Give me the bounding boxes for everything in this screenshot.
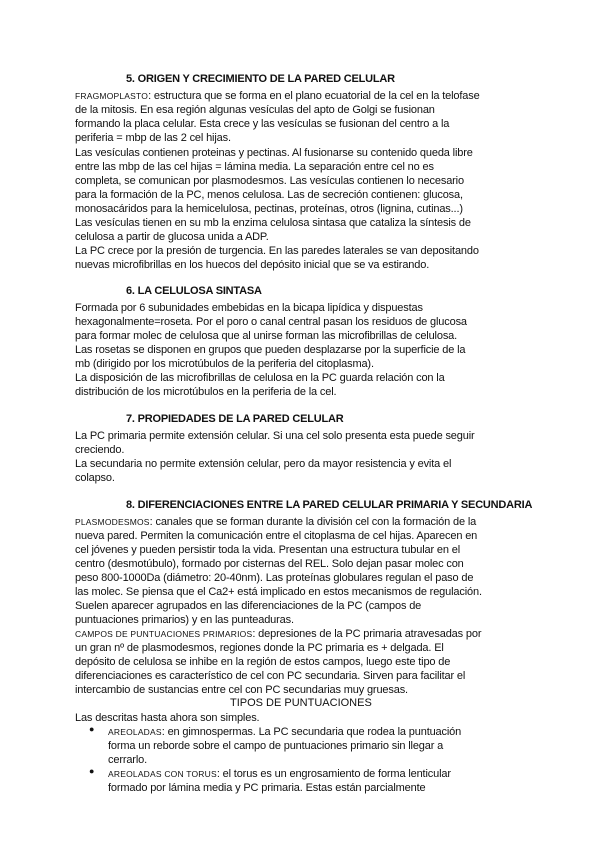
paragraph-line: distribución de los microtúbulos en la periferia de la cel. [75, 386, 337, 398]
paragraph-line: Las rosetas se disponen en grupos que pueden desplazarse por la superficie de la [75, 344, 466, 356]
term-label: AREOLADAS [108, 727, 162, 737]
list-item-line: forma un reborde sobre el campo de puntuaciones primario sin llegar a [108, 740, 444, 752]
paragraph-line: de la mitosis. En esa región algunas vesículas del apto de Golgi se fusionan [75, 104, 435, 116]
paragraph-line: completa, se comunican por plasmodesmos. Las vesículas contienen lo necesario [75, 175, 464, 187]
paragraph-line: formando la placa celular. Esta crece y las vesículas se fusionan del centro a la [75, 118, 450, 130]
paragraph-line: para formar molec de celulosa que al unirse forman las microfibrillas de celulosa. [75, 330, 458, 342]
paragraph-line: creciendo. [75, 444, 125, 456]
paragraph-line: Las vesículas contienen proteinas y pectinas. Al fusionarse su contenido queda libre [75, 147, 473, 159]
paragraph-line: celulosa a partir de glucosa unida a ADP. [75, 231, 269, 243]
section-6-heading: 6. LA CELULOSA SINTASA [126, 285, 262, 297]
paragraph-line: La disposición de las microfibrillas de celulosa en la PC guarda relación con la [75, 372, 445, 384]
paragraph-line: intercambio de sustancias entre cel con PC secundarias muy gruesas. [75, 684, 408, 696]
paragraph-line: Formada por 6 subunidades embebidas en la bicapa lipídica y dispuestas [75, 302, 423, 314]
paragraph-line: FRAGMOPLASTO: estructura que se forma en el plano ecuatorial de la cel en la telofase [75, 90, 480, 102]
paragraph-line: depósito de celulosa se inhibe en la región de estos campos, luego este tipo de [75, 656, 451, 668]
section-5-heading: 5. ORIGEN Y CRECIMIENTO DE LA PARED CELULAR [126, 73, 395, 85]
paragraph-line: La PC crece por la presión de turgencia. En las paredes laterales se van depositando [75, 245, 479, 257]
term-label: FRAGMOPLASTO [75, 91, 149, 101]
paragraph-line: CAMPOS DE PUNTUACIONES PRIMARIOS: depresiones de la PC primaria atravesadas por [75, 628, 482, 640]
bullet-icon: ● [89, 766, 95, 776]
paragraph-line: PLASMODESMOS: canales que se forman durante la división cel con la formación de la [75, 516, 477, 528]
paragraph-line: nuevas microfibrillas en los huecos del depósito inicial que se va estirando. [75, 259, 430, 271]
paragraph-line: diferenciaciones es característico de cel con PC secundaria. Sirven para facilitar el [75, 670, 466, 682]
paragraph-line: un gran nº de plasmodesmos, regiones donde la PC primaria es + delgada. El [75, 642, 444, 654]
paragraph-line: entre las mbp de las cel hijas = lámina media. La separación entre cel no es [75, 161, 434, 173]
paragraph-line: las molec. Se piensa que el Ca2+ está implicado en estos mecanismos de regulación. [75, 586, 482, 598]
paragraph-line: para la formación de la PC, menos celulosa. Las de secreción contienen: glucosa, [75, 189, 463, 201]
list-item-line: AREOLADAS CON TORUS: el torus es un engrosamiento de forma lenticular [108, 768, 451, 780]
paragraph-line: cel jóvenes y pueden persistir toda la vida. Presentan una estructura tubular en el [75, 544, 461, 556]
list-item-line: cerrarlo. [108, 754, 147, 766]
paragraph-line: puntuaciones primarios) y en las punteaduras. [75, 614, 294, 626]
paragraph-line: colapso. [75, 472, 115, 484]
term-label: AREOLADAS CON TORUS [108, 769, 217, 779]
term-label: CAMPOS DE PUNTUACIONES PRIMARIOS [75, 629, 253, 639]
list-item-line: AREOLADAS: en gimnospermas. La PC secundaria que rodea la puntuación [108, 726, 462, 738]
paragraph-line: hexagonalmente=roseta. Por el poro o canal central pasan los residuos de glucosa [75, 316, 467, 328]
section-8-heading: 8. DIFERENCIACIONES ENTRE LA PARED CELULAR PRIMARIA Y SECUNDARIA [126, 499, 533, 511]
paragraph-line: La PC primaria permite extensión celular. Si una cel solo presenta esta puede seguir [75, 430, 475, 442]
paragraph-line: centro (desmotúbulo), formado por cisternas del REL. Solo dejan pasar molec con [75, 558, 464, 570]
paragraph-line: La secundaria no permite extensión celular, pero da mayor resistencia y evita el [75, 458, 452, 470]
paragraph-line: periferia = mbp de las 2 cel hijas. [75, 132, 231, 144]
list-item-line: formado por lámina media y PC primaria. Estas están parcialmente [108, 782, 426, 794]
paragraph-line: monosacáridos para la hemicelulosa, pectinas, proteínas, otros (lignina, cutinas...) [75, 203, 463, 215]
term-label: PLASMODESMOS [75, 517, 150, 527]
paragraph-line: nueva pared. Permiten la comunicación entre el citoplasma de cel hijas. Aparecen en [75, 530, 478, 542]
paragraph-line: Las descritas hasta ahora son simples. [75, 712, 260, 724]
subsection-title: TIPOS DE PUNTUACIONES [230, 697, 372, 709]
paragraph-line: Las vesículas tienen en su mb la enzima celulosa sintasa que cataliza la síntesis de [75, 217, 471, 229]
paragraph-line: peso 800-1000Da (diámetro: 20-40nm). Las proteínas globulares regulan el paso de [75, 572, 474, 584]
paragraph-line: mb (dirigido por los microtúbulos de la periferia del citoplasma). [75, 358, 374, 370]
section-7-heading: 7. PROPIEDADES DE LA PARED CELULAR [126, 413, 344, 425]
bullet-icon: ● [89, 724, 95, 734]
paragraph-line: Suelen aparecer agrupados en las diferenciaciones de la PC (campos de [75, 600, 422, 612]
